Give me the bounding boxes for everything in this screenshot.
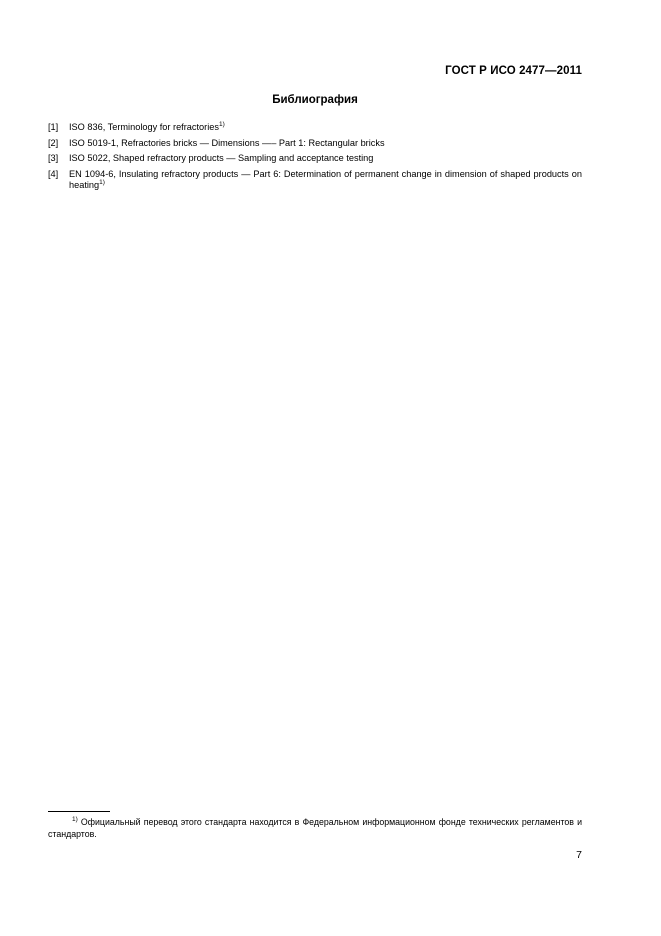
reference-text	[69, 122, 582, 134]
bibliography-item	[48, 122, 582, 134]
reference-title: ISO 5022, Shaped refractory products — Sampling and acceptance testing	[69, 153, 374, 163]
reference-number: [3]	[48, 153, 59, 163]
reference-text	[69, 169, 582, 192]
footnote-text: Официальный перевод этого стандарта находится в Федеральном информационном фонде технических регламентов и стандартов.	[48, 817, 582, 839]
bibliography-list	[48, 122, 582, 196]
footnote	[48, 816, 582, 840]
reference-number: [4]	[48, 168, 59, 179]
page-number: 7	[576, 849, 582, 861]
reference-text	[69, 153, 582, 165]
bibliography-item	[48, 153, 582, 165]
reference-title: ISO 5019-1, Refractories bricks — Dimensions —– Part 1: Rectangular bricks	[69, 137, 385, 148]
document-code: ГОСТ Р ИСО 2477—2011	[445, 65, 582, 77]
footnote-reference: 1)	[218, 121, 225, 128]
reference-number: [1]	[48, 122, 59, 132]
reference-text	[69, 138, 582, 150]
footnote-mark: 1)	[72, 816, 78, 823]
reference-title: ISO 836, Terminology for refractories	[69, 122, 219, 132]
bibliography-item	[48, 169, 582, 192]
footnote-reference: 1)	[99, 179, 105, 186]
reference-title: EN 1094-6, Insulating refractory products — Part 6: Determination of permanent change in dimension of shaped products on heating	[69, 168, 582, 190]
bibliography-title: Библиография	[272, 94, 358, 106]
bibliography-item	[48, 138, 582, 150]
footnote-separator	[48, 811, 110, 812]
reference-number: [2]	[48, 137, 59, 148]
